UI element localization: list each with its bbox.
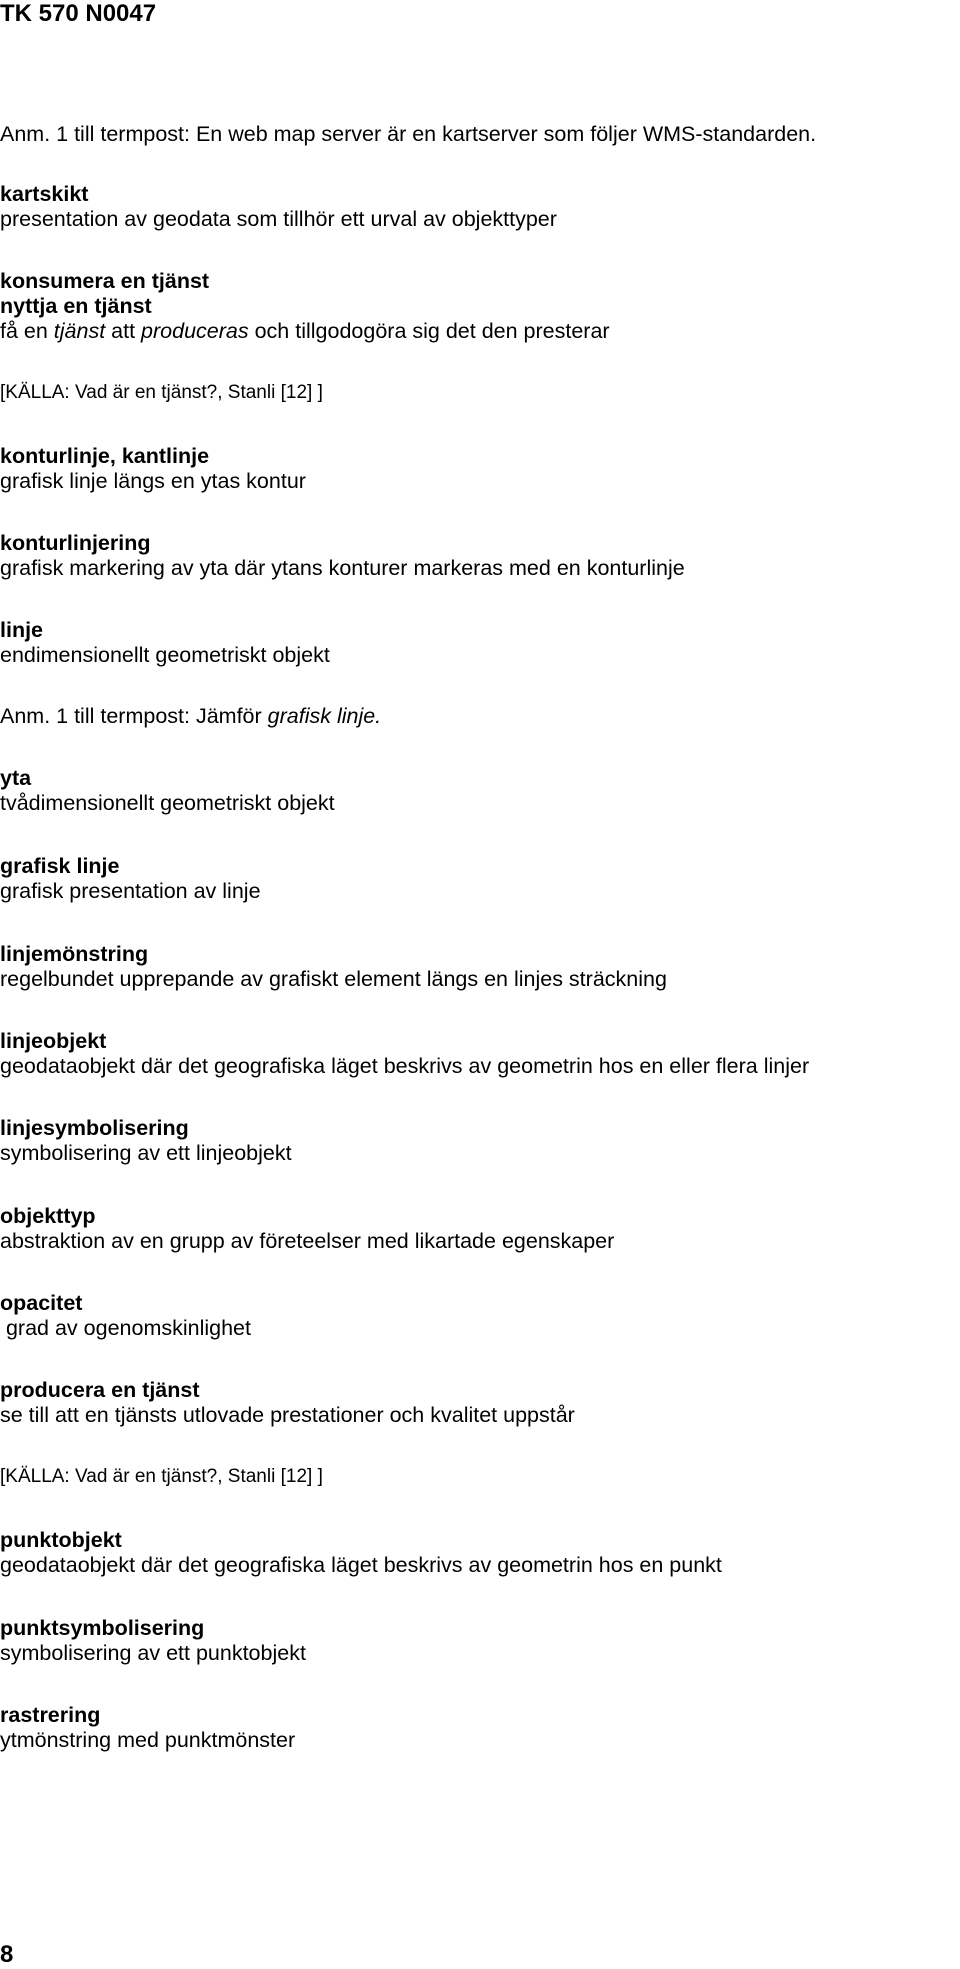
term-producera-en-tjanst: producera en tjänst — [0, 1378, 200, 1402]
term-linjesymbolisering: linjesymbolisering — [0, 1116, 189, 1140]
term-konsumera-en-tjanst: konsumera en tjänst — [0, 269, 210, 293]
definition-konturlinje: grafisk linje längs en ytas kontur — [0, 469, 306, 493]
definition-kartskikt: presentation av geodata som tillhör ett urval av objekttyper — [0, 207, 557, 231]
definition-konsumera-en-tjanst: få en tjänst att produceras och tillgodogöra sig det den presterar — [0, 319, 610, 343]
definition-opacitet: grad av ogenomskinlighet — [0, 1316, 251, 1340]
document-id: TK 570 N0047 — [0, 0, 157, 27]
definition-punktobjekt: geodataobjekt där det geografiska läget beskrivs av geometrin hos en punkt — [0, 1553, 722, 1577]
term-linje: linje — [0, 618, 44, 642]
term-opacitet: opacitet — [0, 1291, 83, 1315]
page-number: 8 — [0, 1941, 14, 1968]
source-konsumera: [KÄLLA: Vad är en tjänst?, Stanli [12] ] — [0, 382, 323, 403]
wms-note: Anm. 1 till termpost: En web map server är en kartserver som följer WMS-standarden. — [0, 122, 817, 146]
term-punktobjekt: punktobjekt — [0, 1528, 122, 1552]
term-kartskikt: kartskikt — [0, 182, 89, 206]
term-yta: yta — [0, 766, 32, 790]
definition-rastrering: ytmönstring med punktmönster — [0, 1728, 296, 1752]
definition-yta: tvådimensionellt geometriskt objekt — [0, 791, 335, 815]
definition-objekttyp: abstraktion av en grupp av företeelser med likartade egenskaper — [0, 1229, 615, 1253]
term-rastrering: rastrering — [0, 1703, 101, 1727]
definition-linjemonstring: regelbundet upprepande av grafiskt element längs en linjes sträckning — [0, 967, 667, 991]
term-linjemonstring: linjemönstring — [0, 942, 149, 966]
term-objekttyp: objekttyp — [0, 1204, 96, 1228]
definition-linjesymbolisering: symbolisering av ett linjeobjekt — [0, 1141, 292, 1165]
term-grafisk-linje: grafisk linje — [0, 854, 120, 878]
definition-linjeobjekt: geodataobjekt där det geografiska läget beskrivs av geometrin hos en eller flera linjer — [0, 1054, 810, 1078]
source-producera: [KÄLLA: Vad är en tjänst?, Stanli [12] ] — [0, 1466, 323, 1487]
definition-producera-en-tjanst: se till att en tjänsts utlovade prestationer och kvalitet uppstår — [0, 1403, 575, 1427]
definition-grafisk-linje: grafisk presentation av linje — [0, 879, 261, 903]
term-linjeobjekt: linjeobjekt — [0, 1029, 107, 1053]
note-linje: Anm. 1 till termpost: Jämför grafisk linje. — [0, 704, 382, 728]
synonym-nyttja-en-tjanst: nyttja en tjänst — [0, 294, 152, 318]
definition-konturlinjering: grafisk markering av yta där ytans konturer markeras med en konturlinje — [0, 556, 685, 580]
term-konturlinjering: konturlinjering — [0, 531, 151, 555]
definition-linje: endimensionellt geometriskt objekt — [0, 643, 330, 667]
term-punktsymbolisering: punktsymbolisering — [0, 1616, 205, 1640]
definition-punktsymbolisering: symbolisering av ett punktobjekt — [0, 1641, 306, 1665]
term-konturlinje: konturlinje, kantlinje — [0, 444, 210, 468]
